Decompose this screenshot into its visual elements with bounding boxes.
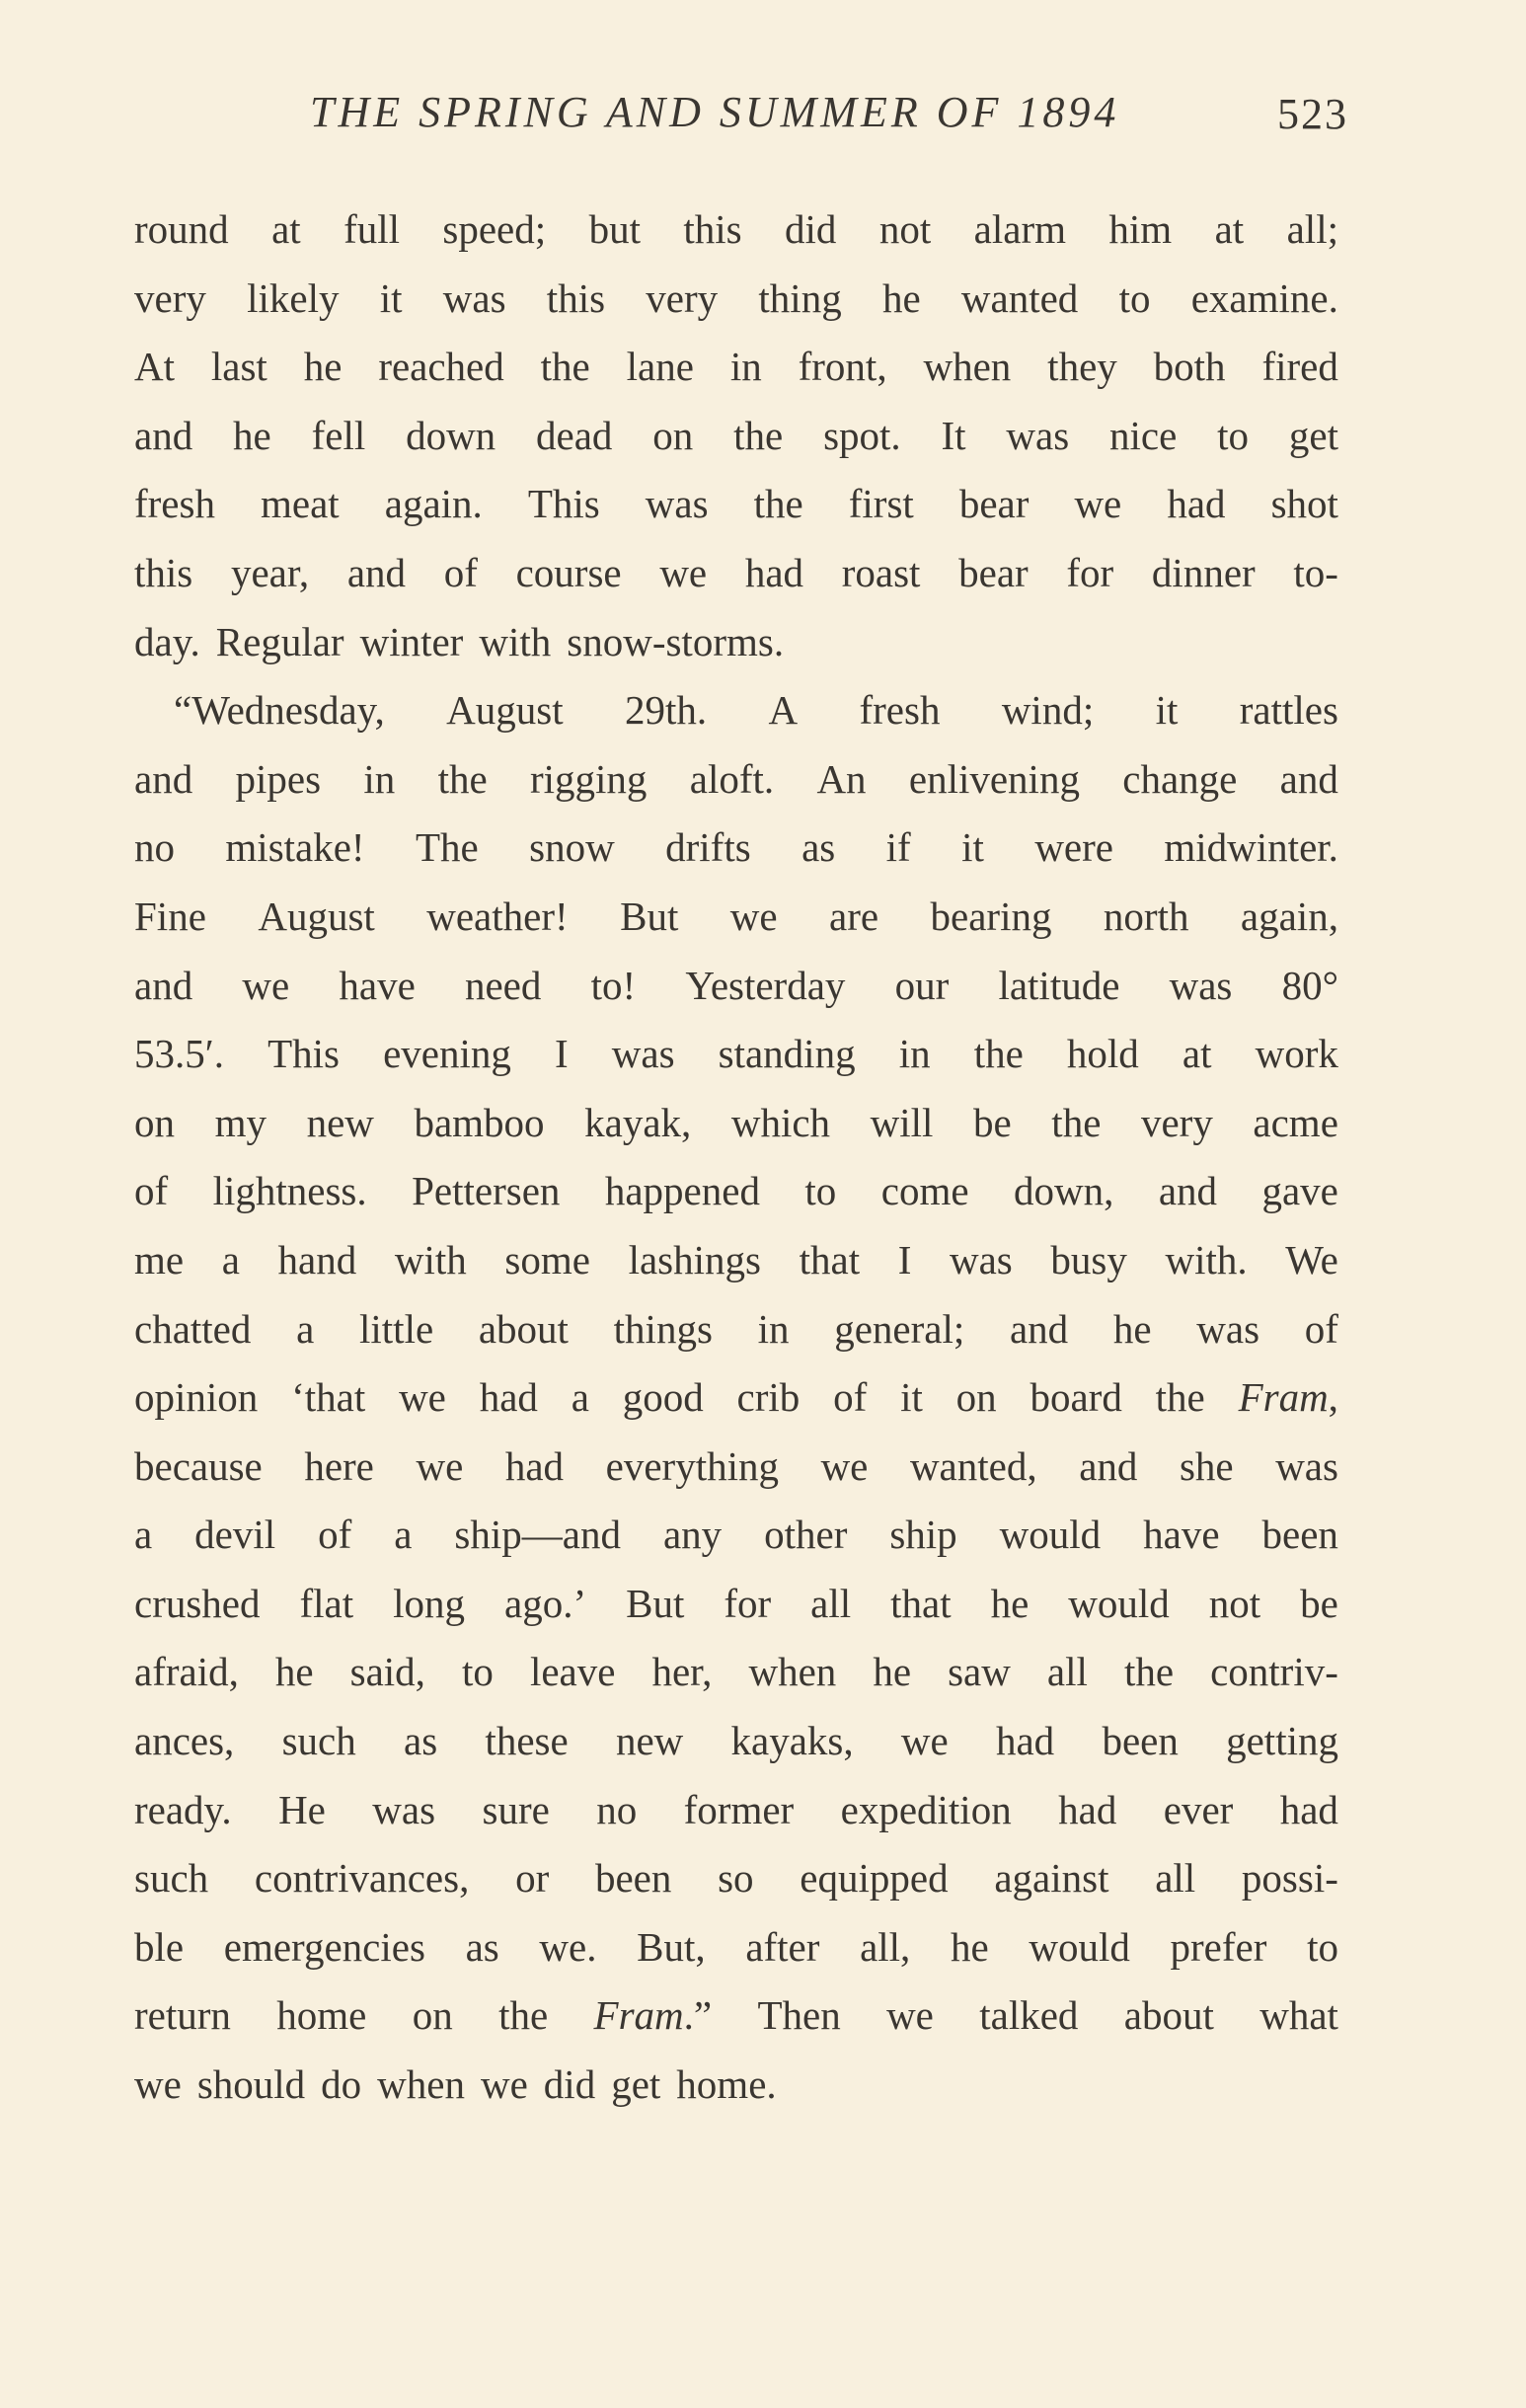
page-number: 523 (1277, 90, 1348, 138)
text-line: no mistake! The snow drifts as if it were midwinter. (134, 824, 1338, 871)
text-line: ready. He was sure no former expedition had ever had (134, 1786, 1338, 1832)
text-line: a devil of a ship—and any other ship would have been (134, 1512, 1338, 1558)
text-line: ances, such as these new kayaks, we had been getting (134, 1718, 1338, 1764)
text-line: and he fell down dead on the spot. It was nice to get (134, 412, 1338, 458)
text-line: chatted a little about things in general; and he was of (134, 1305, 1338, 1352)
text-line: and pipes in the rigging aloft. An enlivening change and (134, 755, 1338, 802)
text-line: and we have need to! Yesterday our latitude was 80° (134, 962, 1338, 1008)
text-line: me a hand with some lashings that I was busy with. We (134, 1236, 1338, 1282)
text-line: fresh meat again. This was the first bear we had shot (134, 481, 1338, 527)
text-line: this year, and of course we had roast bear for dinner to- (134, 549, 1338, 595)
body-text (134, 195, 1338, 2120)
text-line: return home on the Fram.” Then we talked about what (134, 1992, 1338, 2039)
running-title: THE SPRING AND SUMMER OF 1894 (310, 88, 1120, 136)
text-line: of lightness. Pettersen happened to come down, and gave (134, 1168, 1338, 1214)
text-line: such contrivances, or been so equipped against all possi- (134, 1855, 1338, 1902)
text-line: on my new bamboo kayak, which will be the very acme (134, 1099, 1338, 1145)
text-line: opinion ‘that we had a good crib of it on board the Fram, (134, 1374, 1338, 1421)
text-line: we should do when we did get home. (134, 2061, 777, 2108)
text-line: day. Regular winter with snow-storms. (134, 618, 785, 664)
text-line: afraid, he said, to leave her, when he saw all the contriv- (134, 1649, 1338, 1695)
running-head (134, 83, 1348, 152)
text-line: ble emergencies as we. But, after all, he would prefer to (134, 1923, 1338, 1970)
text-line: Fine August weather! But we are bearing north again, (134, 893, 1338, 939)
text-line: crushed flat long ago.’ But for all that he would not be (134, 1580, 1338, 1626)
text-line: 53.5′. This evening I was standing in the hold at work (134, 1031, 1338, 1077)
text-line: “Wednesday, August 29th. A fresh wind; it rattles (174, 687, 1338, 734)
text-line: At last he reached the lane in front, when they both fired (134, 344, 1338, 390)
text-line: because here we had everything we wanted, and she was (134, 1442, 1338, 1489)
text-line: very likely it was this very thing he wanted to examine. (134, 274, 1338, 321)
text-line: round at full speed; but this did not alarm him at all; (134, 206, 1338, 252)
